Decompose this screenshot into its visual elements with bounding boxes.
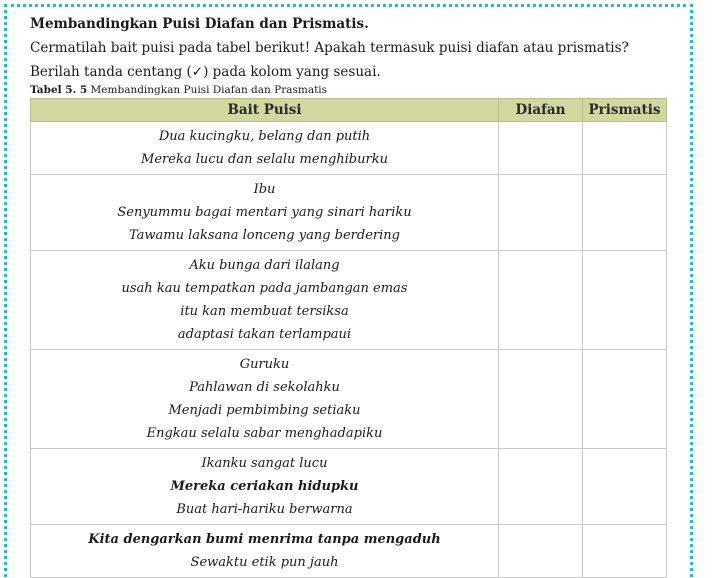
poem-line: Guruku [239,357,290,372]
diafan-checkbox-cell[interactable] [499,525,583,578]
prismatis-checkbox-cell[interactable] [583,525,667,578]
prismatis-checkbox-cell[interactable] [583,251,667,350]
table-caption [30,84,327,96]
prismatis-checkbox-cell[interactable] [583,449,667,525]
poem-line: itu kan membuat tersiksa [180,304,349,319]
poem-cell [31,350,499,449]
table-row [31,122,667,175]
header-bait-puisi: Bait Puisi [31,99,499,122]
table-row [31,350,667,449]
diafan-checkbox-cell[interactable] [499,122,583,175]
poem-table [30,98,667,578]
poem-cell [31,122,499,175]
prismatis-checkbox-cell[interactable] [583,350,667,449]
diafan-checkbox-cell[interactable] [499,350,583,449]
diafan-checkbox-cell[interactable] [499,449,583,525]
header-prismatis: Prismatis [583,99,667,122]
poem-line: adaptasi takan terlampaui [177,327,352,342]
poem-line: Ikanku sangat lucu [201,456,328,471]
poem-line: usah kau tempatkan pada jambangan emas [121,281,408,296]
table-row [31,525,667,578]
table-row [31,251,667,350]
poem-line: Mereka lucu dan selalu menghiburku [141,152,388,167]
section-title: Membandingkan Puisi Diafan dan Prismatis. [30,16,369,32]
instruction-line-1: Cermatilah bait puisi pada tabel berikut! Apakah termasuk puisi diafan atau prismatis? [30,40,629,56]
poem-line: Dua kucingku, belang dan putih [158,129,371,144]
poem-line: Sewaktu etik pun jauh [190,555,339,570]
caption-label: Tabel 5. 5 [30,84,88,96]
prismatis-checkbox-cell[interactable] [583,175,667,251]
poem-cell [31,525,499,578]
poem-line: Senyummu bagai mentari yang sinari hariku [117,205,412,220]
poem-cell [31,251,499,350]
poem-line: Aku bunga dari ilalang [189,258,340,273]
table-header-row [31,99,667,122]
poem-line: Ibu [253,182,276,197]
poem-line: Buat hari-hariku berwarna [176,502,353,517]
poem-cell [31,175,499,251]
poem-line: Kita dengarkan bumi menrima tanpa mengaduh [88,532,441,547]
prismatis-checkbox-cell[interactable] [583,122,667,175]
header-diafan: Diafan [499,99,583,122]
poem-line: Menjadi pembimbing setiaku [168,403,361,418]
poem-line: Mereka ceriakan hidupku [170,479,359,494]
diafan-checkbox-cell[interactable] [499,251,583,350]
poem-line: Tawamu laksana lonceng yang berdering [129,228,400,243]
table-row [31,449,667,525]
table-row [31,175,667,251]
instruction-line-2: Berilah tanda centang (✓) pada kolom yang sesuai. [30,64,381,80]
caption-text: Membandingkan Puisi Diafan dan Prasmatis [90,84,328,96]
diafan-checkbox-cell[interactable] [499,175,583,251]
poem-line: Pahlawan di sekolahku [189,380,340,395]
poem-line: Engkau selalu sabar menghadapiku [146,426,383,441]
poem-cell [31,449,499,525]
